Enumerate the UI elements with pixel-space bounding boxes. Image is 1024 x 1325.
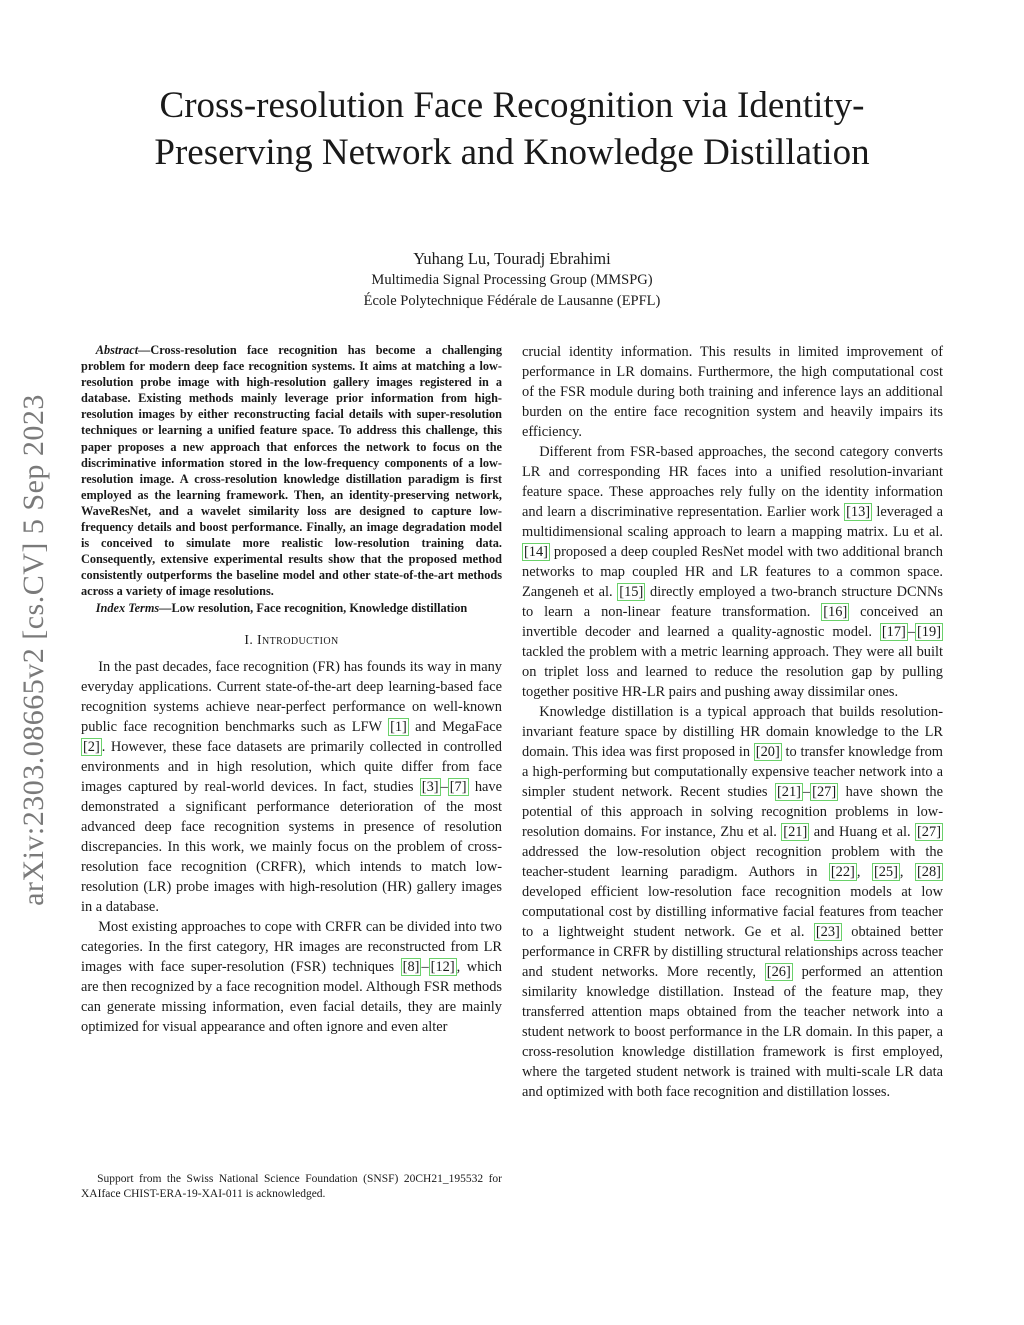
citation-link[interactable]: [22] <box>830 864 855 880</box>
text-run: Most existing approaches to cope with CRFR can be divided into two categories. In the first category, HR images are reconstructed from LR images with face super-resolution (FSR) techniques <box>81 918 502 975</box>
citation-link[interactable]: [28] <box>917 864 941 880</box>
citation-link[interactable]: [16] <box>823 604 848 620</box>
text-run: to transfer knowledge from a high-performing but computationally expensive teacher network into a simpler student network. Recent studies <box>522 744 943 800</box>
text-run: – <box>802 784 811 800</box>
text-run: In the past decades, face recognition (FR) has founds its way in many everyday applications. Current state-of-the-art deep learning-based face recognition systems achieve near-perfect performance on well-known public face recognition benchmarks such as LFW <box>81 658 502 735</box>
right-paragraph-1: crucial identity information. This results in limited improvement of performance in LR domains. Furthermore, the high computational cost of the FSR module during both training and inference lays an additional burden on the entire face recognition system and heavily impairs its efficiency. <box>522 344 943 440</box>
citation-link[interactable]: [21] <box>783 824 808 840</box>
text-run: have demonstrated a significant performance deterioration of the most advanced deep face recognition systems in presence of resolution discrepancies. In this work, we mainly focus on the problem of cross-resolution face recognition (CRFR), which intends to match low-resolution (LR) probe images with high-resolution (HR) gallery images in a database. <box>81 778 502 915</box>
left-column <box>81 342 502 1037</box>
text-run: addressed the low-resolution object recognition problem with the teacher-student learning paradigm. Authors in <box>522 844 943 880</box>
index-terms-text: Low resolution, Face recognition, Knowledge distillation <box>171 600 468 615</box>
text-run: and MegaFace <box>408 718 503 735</box>
text-run: leveraged a multidimensional scaling approach to learn a mapping matrix. Lu et al. <box>522 504 944 540</box>
citation-link[interactable]: [19] <box>917 624 941 640</box>
index-terms <box>81 600 502 616</box>
text-run: conceived an invertible decoder and learned a quality-agnostic model. <box>522 604 944 640</box>
right-paragraph-3 <box>522 702 943 1102</box>
text-run: , <box>899 864 915 880</box>
citation-link[interactable]: [15] <box>619 584 644 600</box>
citation-link[interactable]: [13] <box>846 504 871 520</box>
section-heading-introduction <box>81 630 502 650</box>
affiliation-institution: École Polytechnique Fédérale de Lausanne (EPFL) <box>363 293 661 309</box>
affiliation-group: Multimedia Signal Processing Group (MMSPG) <box>371 272 653 288</box>
citation-link[interactable]: [12] <box>430 958 455 975</box>
text-run: – <box>907 624 916 640</box>
footnote <box>81 1172 502 1202</box>
citation-link[interactable]: [27] <box>917 824 941 840</box>
text-run: developed efficient low-resolution face recognition models at low computational cost by distilling informative facial features from teacher to a lightweight student network. Ge et al. <box>522 884 943 940</box>
citation-link[interactable]: [25] <box>873 864 898 880</box>
citation-link[interactable]: [17] <box>881 624 906 640</box>
citation-link[interactable]: [3] <box>421 778 439 795</box>
text-run: performed an attention similarity knowledge distillation. Instead of the feature map, they transferred attention maps obtained from the teacher network into a student network to boost performance in the LR domain. In this paper, a cross-resolution knowledge distillation framework is first employed, where the targeted student network is trained with multi-scale LR data and optimized with both face recognition and distillation losses. <box>522 964 943 1100</box>
abstract-label: Abstract— <box>95 343 151 357</box>
authors: Yuhang Lu, Touradj Ebrahimi <box>413 249 611 268</box>
arxiv-identifier-text: arXiv:2303.08665v2 [cs.CV] 5 Sep 2023 <box>17 394 51 906</box>
text-run: Different from FSR-based approaches, the second category converts LR and corresponding HR faces into a unified resolution-invariant feature space. These approaches rely fully on the identity information and learn a discriminative representation. Earlier work <box>522 444 943 520</box>
text-run: and Huang et al. <box>809 824 916 840</box>
right-paragraph-2 <box>522 442 943 702</box>
citation-link[interactable]: [2] <box>83 738 100 755</box>
text-run: tackled the problem with a metric learning approach. They were all built on triplet loss and learned to reduce the resolution gap by pulling together positive HR-LR pairs and pushing away dissimilar ones. <box>522 644 943 700</box>
citation-link[interactable]: [8] <box>402 958 420 975</box>
text-run: – <box>440 778 448 795</box>
citation-link[interactable]: [14] <box>524 544 548 560</box>
index-terms-label: Index Terms— <box>95 600 172 615</box>
text-run: proposed a deep coupled ResNet model with two additional branch networks to map coupled HR and LR features to a common space. Zangeneh et al. <box>522 544 943 600</box>
abstract <box>81 342 502 600</box>
text-run: have shown the potential of this approach in solving recognition problems in low-resolution domains. For instance, Zhu et al. <box>522 784 943 840</box>
text-run: directly employed a two-branch structure DCNNs to learn a non-linear feature transformation. <box>522 584 943 620</box>
text-run: Knowledge distillation is a typical approach that builds resolution-invariant feature space by distilling HR domain knowledge to the LR domain. This idea was first proposed in <box>522 704 943 760</box>
citation-link[interactable]: [26] <box>766 964 791 980</box>
text-run: , <box>856 864 872 880</box>
paper-title: Cross-resolution Face Recognition via Identity-Preserving Network and Knowledge Distillation <box>154 85 870 173</box>
section-number: I. <box>244 631 258 647</box>
text-run: obtained better performance in CRFR by distilling structural relationships across teacher and student networks. More recently, <box>522 924 943 980</box>
intro-paragraph-1 <box>81 657 502 917</box>
citation-link[interactable]: [1] <box>390 718 407 735</box>
citation-link[interactable]: [21] <box>776 784 801 800</box>
section-title: Introduction <box>257 631 339 647</box>
citation-link[interactable]: [20] <box>755 744 780 760</box>
citation-link[interactable]: [27] <box>812 784 837 800</box>
text-run: , which are then recognized by a face recognition model. Although FSR methods can generate missing information, even facial details, they are mainly optimized for visual appearance and often ignore and even alter <box>81 958 502 1035</box>
abstract-text: Cross-resolution face recognition has become a challenging problem for modern deep face recognition systems. It aims at matching a low-resolution probe image with high-resolution gallery images registered in a database. Existing methods mainly leverage prior information from high-resolution images by either reconstructing facial details with super-resolution techniques or learning a unified feature space. To address this challenge, this paper proposes a new approach that enforces the network to focus on the discriminative information stored in the low-frequency components of a low-resolution image. A cross-resolution knowledge distillation paradigm is first employed as the learning framework. Then, an identity-preserving network, WaveResNet, and a wavelet similarity loss are designed to capture low-frequency details and boost performance. Finally, an image degradation model is conceived to simulate more realistic low-resolution training data. Consequently, extensive experimental results show that the proposed method consistently outperforms the baseline model and other state-of-the-art methods across a variety of image resolutions. <box>81 343 502 599</box>
text-run: . However, these face datasets are primarily collected in controlled environments and in high resolution, which quite differ from face images captured by real-world devices. In fact, studies <box>81 738 502 795</box>
citation-link[interactable]: [23] <box>815 924 840 940</box>
intro-paragraph-2 <box>81 917 502 1037</box>
text-run: – <box>421 958 429 975</box>
footnote-text: Support from the Swiss National Science Foundation (SNSF) 20CH21_195532 for XAIface CHIST-ERA-19-XAI-011 is acknowledged. <box>81 1173 502 1200</box>
citation-link[interactable]: [7] <box>449 778 467 795</box>
right-column <box>522 342 943 1102</box>
arxiv-identifier <box>14 360 54 940</box>
